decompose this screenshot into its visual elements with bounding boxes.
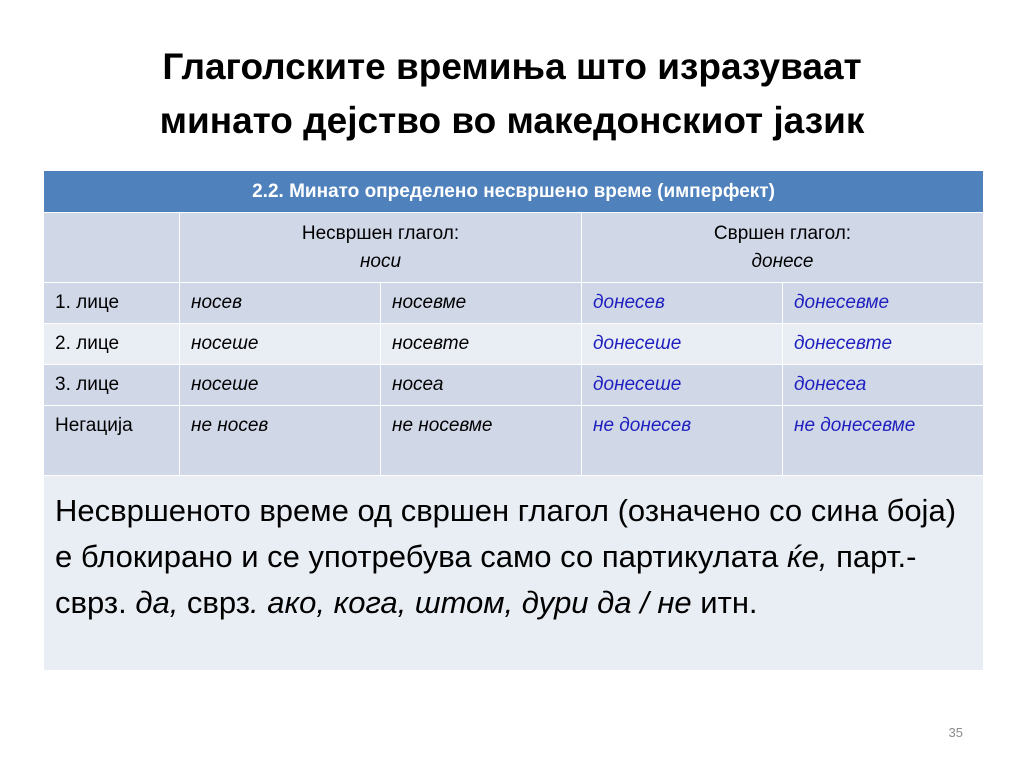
imperfective-plural-cell: носеа bbox=[381, 365, 582, 406]
perfective-singular-cell: донесеше bbox=[582, 324, 783, 365]
imperfective-verb: носи bbox=[359, 250, 402, 272]
verb-header-row bbox=[44, 213, 984, 283]
perfective-singular-cell: не донесев bbox=[582, 406, 783, 476]
slide-title-line-1: Глаголските времиња што изразуваат bbox=[162, 46, 862, 87]
note-row bbox=[44, 476, 984, 671]
imperfective-singular-cell: носеше bbox=[180, 324, 381, 365]
note-text bbox=[44, 476, 984, 671]
table-row-negation bbox=[44, 406, 984, 476]
imperfective-plural-cell: носевте bbox=[381, 324, 582, 365]
slide-title bbox=[60, 40, 964, 148]
perfective-plural-cell: донесевме bbox=[783, 283, 984, 324]
empty-corner-cell bbox=[44, 213, 180, 283]
note-part-3: парт.-сврз. bbox=[55, 539, 917, 620]
table-header: 2.2. Минато определено несвршено време (имперфект) bbox=[44, 171, 984, 213]
imperfective-singular-cell: носеше bbox=[180, 365, 381, 406]
person-cell: Негација bbox=[44, 406, 180, 476]
page-number: 35 bbox=[948, 725, 963, 740]
person-cell: 3. лице bbox=[44, 365, 180, 406]
slide-title-line-2: минато дејство во македонскиот јазик bbox=[159, 100, 865, 141]
perfective-label: Свршен глагол: bbox=[713, 222, 852, 244]
imperfective-label: Несвршен глагол: bbox=[301, 222, 460, 244]
table-row bbox=[44, 283, 984, 324]
table-row bbox=[44, 324, 984, 365]
person-cell: 1. лице bbox=[44, 283, 180, 324]
note-part-6: . ако, кога, штом, дури да / не bbox=[250, 585, 692, 620]
imperfective-plural-cell: не носевме bbox=[381, 406, 582, 476]
note-part-5: сврз bbox=[178, 585, 250, 620]
imperfective-singular-cell: не носев bbox=[180, 406, 381, 476]
note-part-4: да, bbox=[135, 585, 179, 620]
imperfective-singular-cell: носев bbox=[180, 283, 381, 324]
perfective-verb-header bbox=[582, 213, 984, 283]
perfective-plural-cell: донесеа bbox=[783, 365, 984, 406]
perfective-singular-cell: донесеше bbox=[582, 365, 783, 406]
perfective-singular-cell: донесев bbox=[582, 283, 783, 324]
perfective-verb: донесе bbox=[751, 250, 814, 272]
conjugation-table bbox=[43, 170, 984, 671]
imperfective-verb-header bbox=[180, 213, 582, 283]
table-row bbox=[44, 365, 984, 406]
imperfective-plural-cell: носевме bbox=[381, 283, 582, 324]
note-part-2: ќе, bbox=[787, 539, 828, 574]
perfective-plural-cell: не донесевме bbox=[783, 406, 984, 476]
note-part-7: итн. bbox=[691, 585, 758, 620]
table-header-row bbox=[44, 171, 984, 213]
perfective-plural-cell: донесевте bbox=[783, 324, 984, 365]
note-part-1: Несвршеното време од свршен глагол (означено со сина боја) е блокирано и се употребува само со партикулата bbox=[55, 493, 957, 574]
person-cell: 2. лице bbox=[44, 324, 180, 365]
